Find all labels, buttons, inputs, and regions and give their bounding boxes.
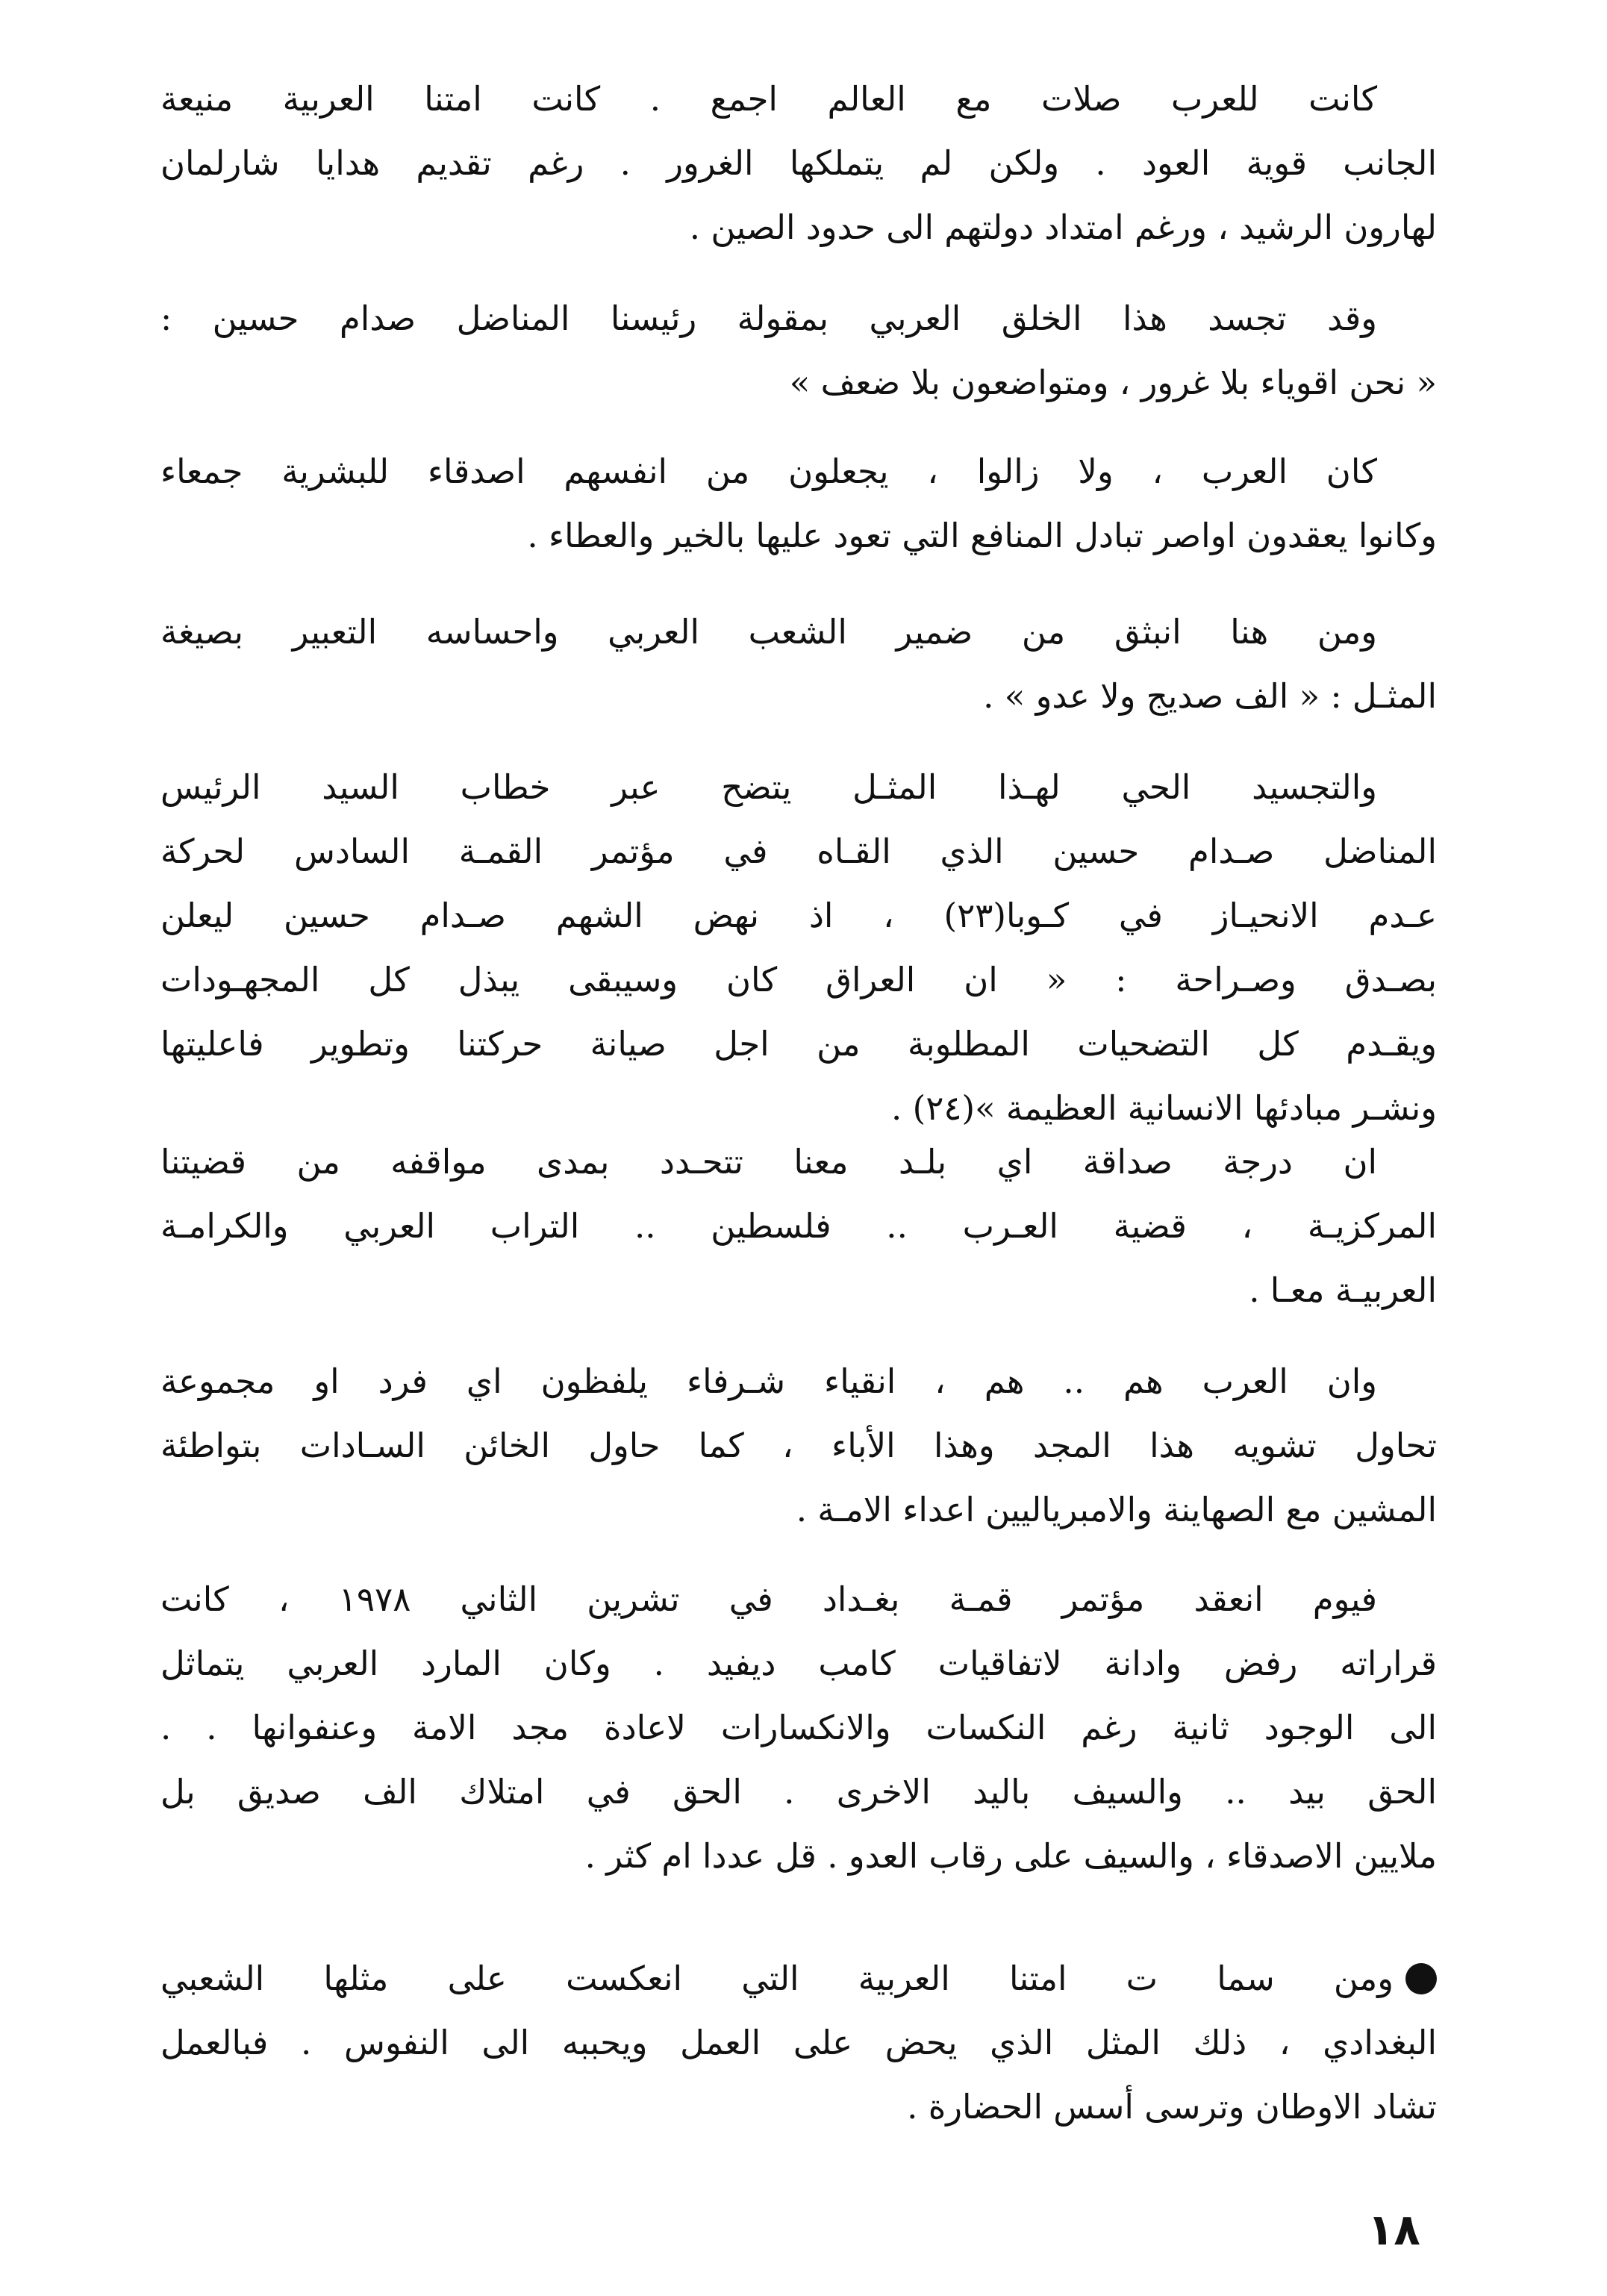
text-line: المشين مع الصهاينة والامبرياليين اعداء الامـة . <box>796 1490 1437 1529</box>
text-line: العربيـة معـا . <box>1249 1270 1437 1310</box>
text-line: الحق بيد .. والسيف باليد الاخرى . الحق في امتلاك الف صديق بل <box>160 1772 1437 1812</box>
text-line: بصـدق وصـراحة : « ان العراق كان وسيبقى يبذل كل المجهـودات <box>160 960 1437 999</box>
text-line: تحاول تشويه هذا المجد وهذا الأباء ، كما حاول الخائن السـادات بتواطئة <box>160 1426 1437 1465</box>
text-line: المثـل : « الف صديج ولا عدو » . <box>983 676 1437 716</box>
text-line: لهارون الرشيد ، ورغم امتداد دولتهم الى حدود الصين . <box>689 208 1437 247</box>
text-line: ومن سما ت امتنا العربية التي انعكست على مثلها الشعبي <box>160 1959 1394 1998</box>
text-line: « نحن اقوياء بلا غرور ، ومتواضعون بلا ضعف » <box>789 363 1437 402</box>
text-line: الجانب قوية العود . ولكن لم يتملكها الغرور . رغم تقديم هدايا شارلمان <box>160 143 1437 183</box>
text-line: كانت للعرب صلات مع العالم اجمع . كانت امتنا العربية منيعة <box>160 79 1377 119</box>
text-line: فيوم انعقد مؤتمر قمـة بغـداد في تشرين الثاني ١٩٧٨ ، كانت <box>160 1579 1377 1619</box>
paragraph-arab-relations <box>160 67 1437 260</box>
paragraph-palestine-cause <box>160 1130 1437 1323</box>
text-line: عـدم الانحيـاز في كـوبا(٢٣) ، اذ نهض الشهم صـدام حسين ليعلن <box>160 896 1437 935</box>
text-line: ويقـدم كل التضحيات المطلوبة من اجل صيانة حركتنا وتطوير فاعليتها <box>160 1024 1437 1064</box>
paragraph-arab-honor <box>160 1350 1437 1542</box>
paragraph-saddam-quote <box>160 287 1437 415</box>
text-line: والتجسيد الحي لهـذا المثـل يتضح عبر خطاب السيد الرئيس <box>160 767 1377 807</box>
paragraph-non-aligned-summit <box>160 755 1437 1141</box>
text-line: المناضل صـدام حسين الذي القـاه في مؤتمر القمـة السادس لحركة <box>160 832 1437 871</box>
text-line: الى الوجود ثانية رغم النكسات والانكسارات لاعادة مجد الامة وعنفوانها . . <box>160 1708 1437 1747</box>
bullet-line <box>160 1947 1437 2011</box>
paragraph-friends-of-humanity <box>160 440 1437 568</box>
text-line: ان درجة صداقة اي بلـد معنا تتحـدد بمدى مواقفه من قضيتنا <box>160 1142 1377 1182</box>
text-line: وقد تجسد هذا الخلق العربي بمقولة رئيسنا المناضل صدام حسين : <box>160 299 1377 338</box>
text-line: البغدادي ، ذلك المثل الذي يحض على العمل ويحببه الى النفوس . فبالعمل <box>160 2023 1437 2062</box>
paragraph-baghdad-summit <box>160 1567 1437 1888</box>
text-line: وكانوا يعقدون اواصر تبادل المنافع التي تعود عليها بالخير والعطاء . <box>527 516 1437 555</box>
text-line: ملايين الاصدقاء ، والسيف على رقاب العدو . قل عددا ام كثر . <box>584 1836 1437 1876</box>
text-line: كان العرب ، ولا زالوا ، يجعلون من انفسهم اصدقاء للبشرية جمعاء <box>160 452 1377 491</box>
text-line: وان العرب هم .. هم ، انقياء شـرفاء يلفظون اي فرد او مجموعة <box>160 1361 1377 1401</box>
text-line: تشاد الاوطان وترسى أسس الحضارة . <box>907 2087 1437 2127</box>
page-number: ١٨ <box>1367 2204 1420 2255</box>
paragraph-proverb-origin <box>160 600 1437 729</box>
paragraph-baghdadi-proverb <box>160 1947 1437 2139</box>
text-line: المركزيـة ، قضية العـرب .. فلسطين .. التراب العربي والكرامـة <box>160 1206 1437 1246</box>
bullet-icon <box>1405 1963 1437 1994</box>
text-line: قراراته رفض وادانة لاتفاقيات كامب ديفيد . وكان المارد العربي يتماثل <box>160 1644 1437 1683</box>
text-line: ونشـر مبادئها الانسانية العظيمة »(٢٤) . <box>891 1088 1437 1128</box>
text-line: ومن هنا انبثق من ضمير الشعب العربي واحساسه التعبير بصيغة <box>160 612 1377 652</box>
